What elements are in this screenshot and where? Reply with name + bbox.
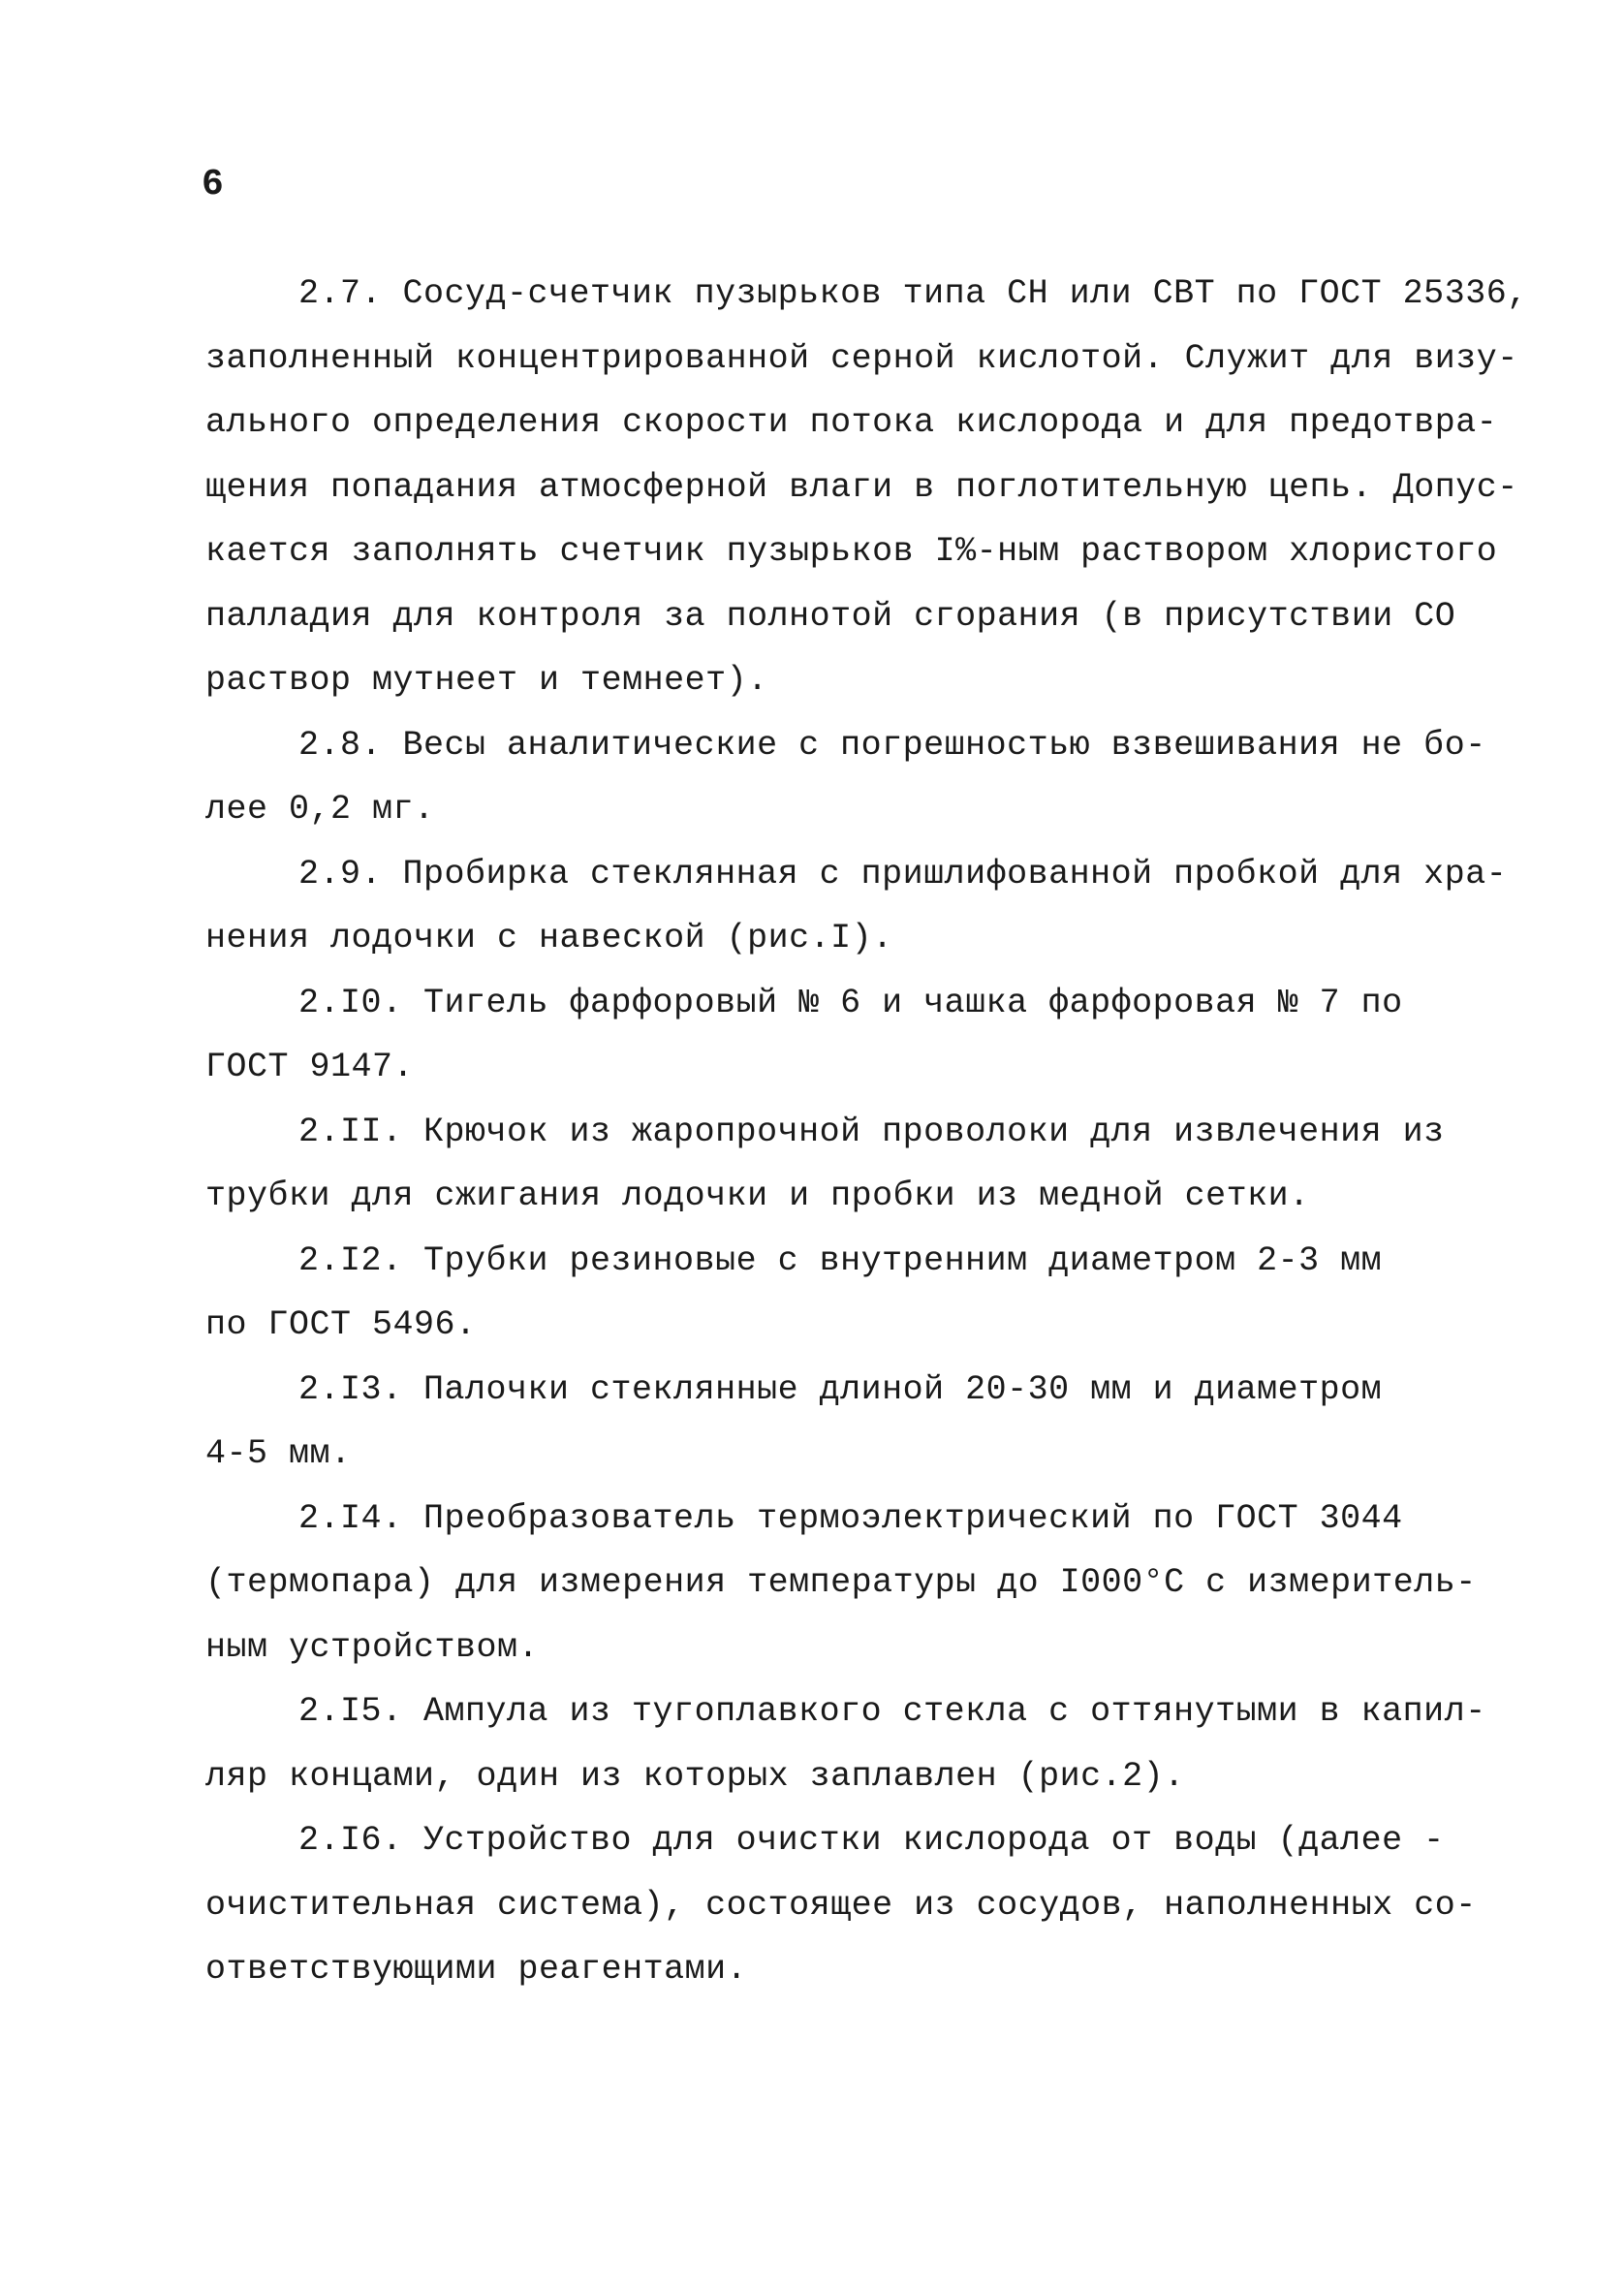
text-line: ным устройством. [205, 1627, 540, 1667]
text-line: ляр концами, один из которых заплавлен (рис.2). [205, 1756, 1185, 1796]
text-line: 4-5 мм. [205, 1434, 352, 1473]
text-line: 2.9. Пробирка стеклянная с пришлифованной пробкой для хра- [298, 854, 1508, 894]
text-line: очистительная система), состоящее из сосудов, наполненных со- [205, 1885, 1477, 1925]
text-line: щения попадания атмосферной влаги в поглотительную цепь. Допус- [205, 467, 1518, 507]
text-line: трубки для сжигания лодочки и пробки из медной сетки. [205, 1176, 1310, 1215]
text-line: 2.I5. Ампула из тугоплавкого стекла с оттянутыми в капил- [298, 1692, 1486, 1731]
text-line: ального определения скорости потока кислорода и для предотвра- [205, 403, 1498, 442]
text-line: 2.8. Весы аналитические с погрешностью взвешивания не бо- [298, 725, 1486, 765]
page-number: 6 [202, 164, 224, 205]
text-line: ответствующими реагентами. [205, 1950, 748, 1989]
text-line: палладия для контроля за полнотой сгорания (в присутствии СО [205, 596, 1456, 636]
text-line: 2.I6. Устройство для очистки кислорода от воды (далее - [298, 1821, 1445, 1860]
text-line: лее 0,2 мг. [205, 790, 435, 829]
text-line: по ГОСТ 5496. [205, 1305, 477, 1344]
text-line: 2.7. Сосуд-счетчик пузырьков типа СН или СВТ по ГОСТ 25336, [298, 274, 1528, 313]
text-line: нения лодочки с навеской (рис.I). [205, 919, 893, 957]
text-line: 2.I0. Тигель фарфоровый № 6 и чашка фарфоровая № 7 по [298, 983, 1403, 1022]
text-line: 2.II. Крючок из жаропрочной проволоки для извлечения из [298, 1112, 1445, 1151]
text-line: 2.I3. Палочки стеклянные длиной 20-30 мм и диаметром [298, 1369, 1383, 1409]
text-line: заполненный концентрированной серной кислотой. Служит для визу- [205, 338, 1518, 378]
text-line: ГОСТ 9147. [205, 1048, 415, 1086]
text-line: кается заполнять счетчик пузырьков I%-ным раствором хлористого [205, 532, 1498, 571]
text-line: 2.I4. Преобразователь термоэлектрический по ГОСТ 3044 [298, 1498, 1403, 1538]
text-line: (термопара) для измерения температуры до I000°С с измеритель- [205, 1563, 1477, 1602]
text-line: 2.I2. Трубки резиновые с внутренним диаметром 2-3 мм [298, 1240, 1383, 1280]
text-line: раствор мутнеет и темнеет). [205, 661, 768, 700]
document-body [205, 262, 1528, 2002]
